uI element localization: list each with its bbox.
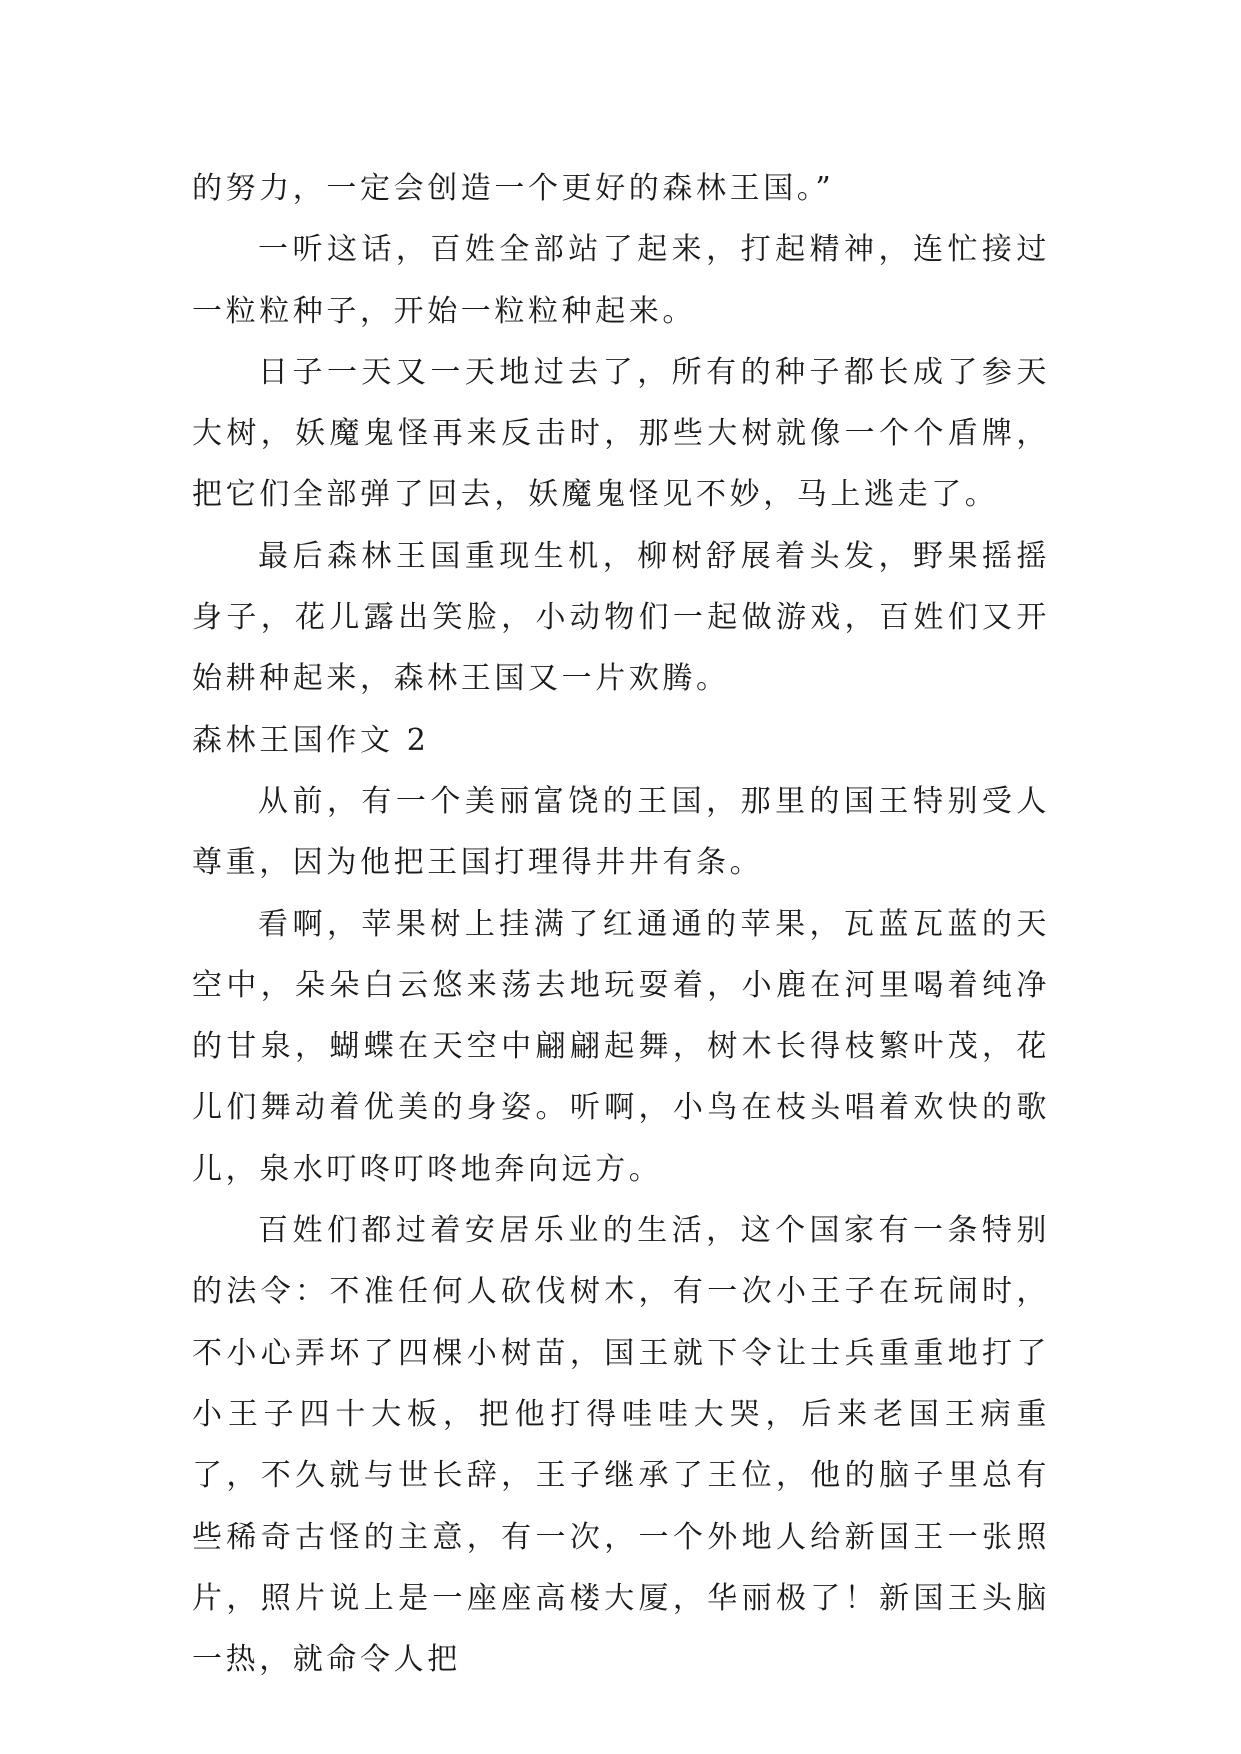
paragraph: 从前，有一个美丽富饶的王国，那里的国王特别受人尊重，因为他把王国打理得井井有条。 [192,783,1050,881]
paragraph: 看啊，苹果树上挂满了红通通的苹果，瓦蓝瓦蓝的天空中，朵朵白云悠来荡去地玩耍着，小鹿在河里喝着纯净的甘泉，蝴蝶在天空中翩翩起舞，树木长得枝繁叶茂，花儿们舞动着优美的身姿。听啊，小鸟在枝头唱着欢快的歌儿，泉水叮咚叮咚地奔向远方。 [192,906,1050,1187]
document-body [192,158,1050,1690]
paragraph-continuation: 的努力，一定会创造一个更好的森林王国。” [192,171,835,206]
section-heading: 森林王国作文 2 [192,722,430,758]
paragraph: 日子一天又一天地过去了，所有的种子都长成了参天大树，妖魔鬼怪再来反击时，那些大树就像一个个盾牌，把它们全部弹了回去，妖魔鬼怪见不妙，马上逃走了。 [192,354,1050,513]
paragraph: 百姓们都过着安居乐业的生活，这个国家有一条特别的法令：不准任何人砍伐树木，有一次小王子在玩闹时，不小心弄坏了四棵小树苗，国王就下令让士兵重重地打了小王子四十大板，把他打得哇哇大哭，后来老国王病重了，不久就与世长辞，王子继承了王位，他的脑子里总有些稀奇古怪的主意，有一次，一个外地人给新国王一张照片，照片说上是一座座高楼大厦，华丽极了！新国王头脑一热，就命令人把 [192,1213,1050,1678]
paragraph: 一听这话，百姓全部站了起来，打起精神，连忙接过一粒粒种子，开始一粒粒种起来。 [192,232,1050,329]
paragraph: 最后森林王国重现生机，柳树舒展着头发，野果摇摇身子，花儿露出笑脸，小动物们一起做游戏，百姓们又开始耕种起来，森林王国又一片欢腾。 [192,538,1050,697]
